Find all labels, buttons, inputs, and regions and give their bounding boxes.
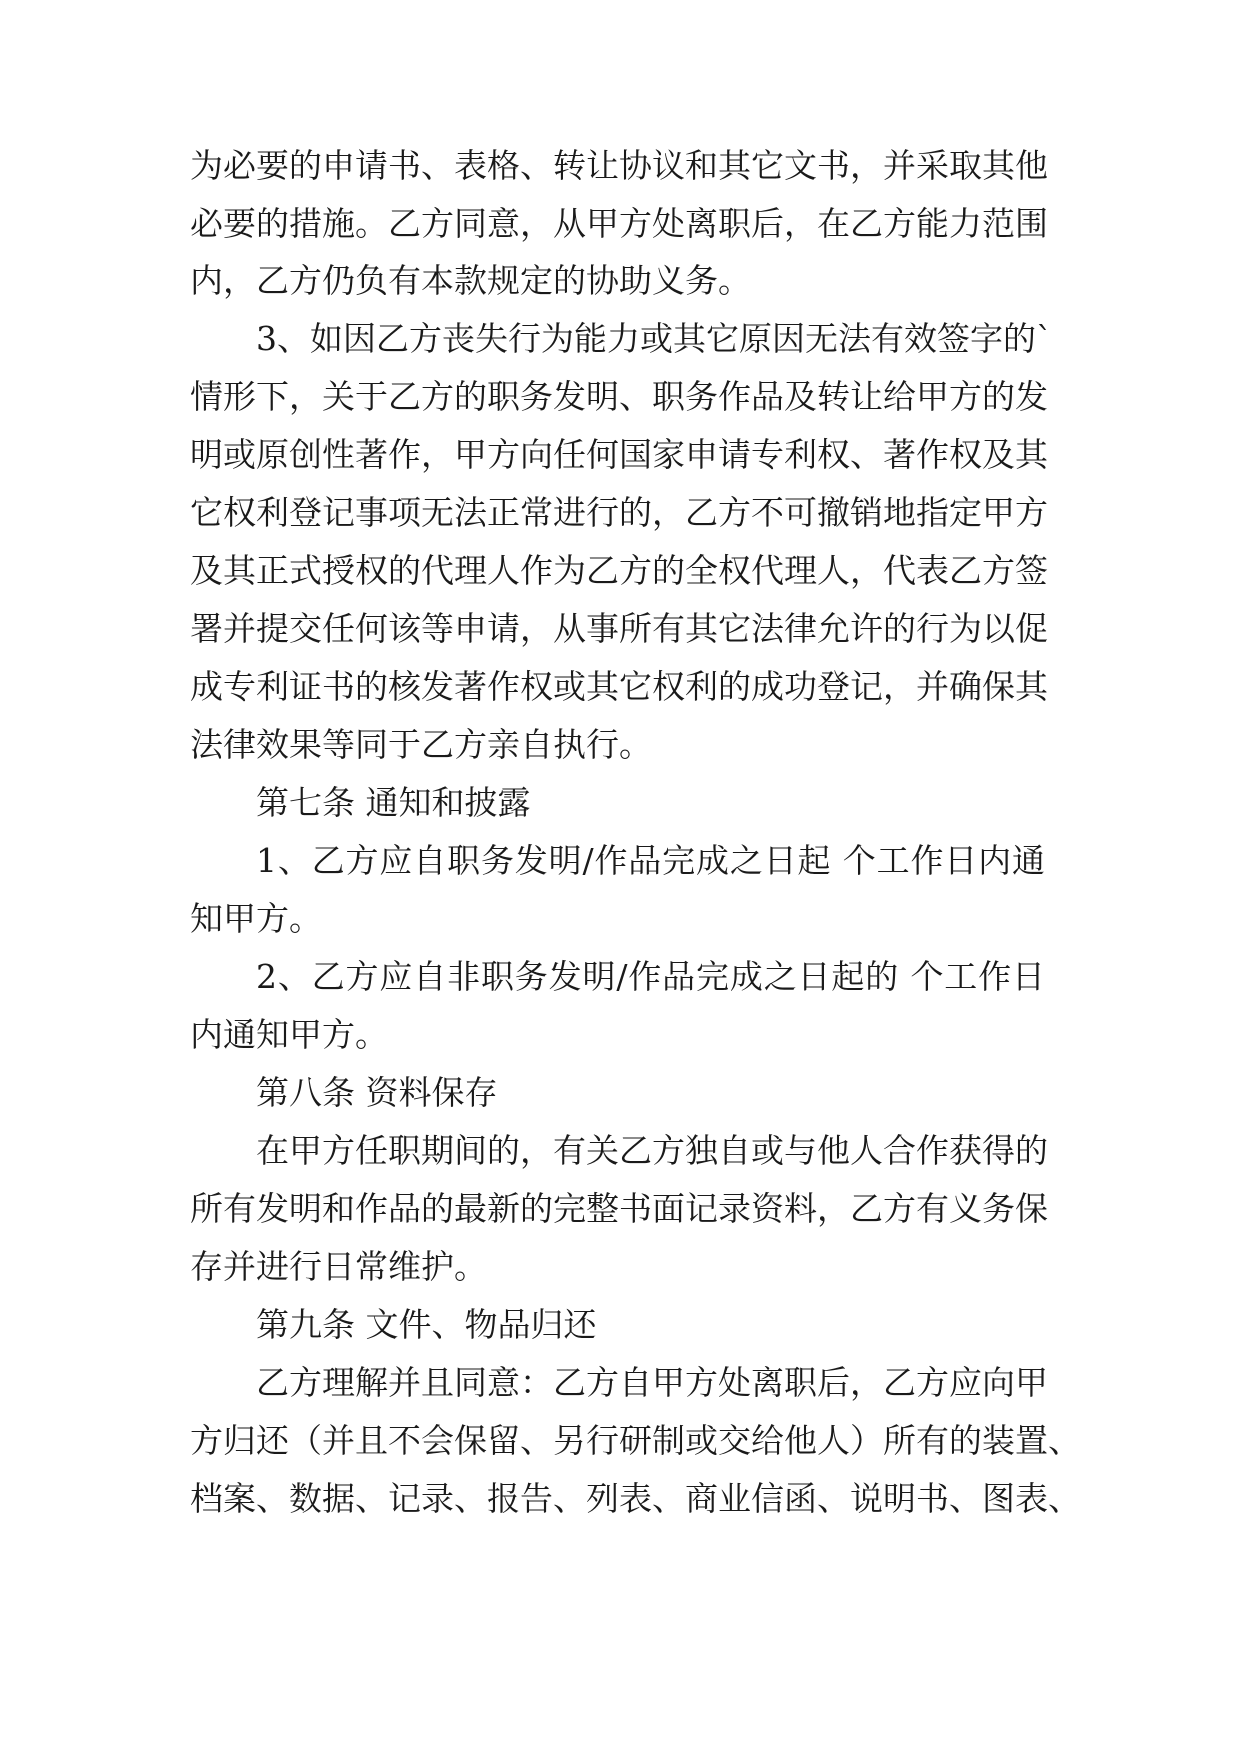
- body-line-1: 为必要的申请书、表格、转让协议和其它文书，并采取其他: [190, 146, 1048, 185]
- body-line-10: 成专利证书的核发著作权或其它权利的成功登记，并确保其: [190, 667, 1048, 706]
- article-8-line-3: 存并进行日常维护。: [190, 1247, 487, 1286]
- article-9-heading: 第九条 文件、物品归还: [256, 1305, 597, 1344]
- article-8-line-1: 在甲方任职期间的，有关乙方独自或与他人合作获得的: [256, 1131, 1048, 1170]
- body-line-8: 及其正式授权的代理人作为乙方的全权代理人，代表乙方签: [190, 551, 1048, 590]
- body-line-7: 它权利登记事项无法正常进行的，乙方不可撤销地指定甲方: [190, 493, 1048, 532]
- body-line-9: 署并提交任何该等申请，从事所有其它法律允许的行为以促: [190, 609, 1048, 648]
- article-8-line-2: 所有发明和作品的最新的完整书面记录资料，乙方有义务保: [190, 1189, 1048, 1228]
- body-line-5: 情形下，关于乙方的职务发明、职务作品及转让给甲方的发: [190, 377, 1048, 416]
- article-9-line-3: 档案、数据、记录、报告、列表、商业信函、说明书、图表、: [190, 1479, 1081, 1518]
- article-7-item-1-line-2: 知甲方。: [190, 899, 322, 938]
- article-9-line-2: 方归还（并且不会保留、另行研制或交给他人）所有的装置、: [190, 1421, 1081, 1460]
- article-7-item-2-line-2: 内通知甲方。: [190, 1015, 388, 1054]
- article-7-heading: 第七条 通知和披露: [256, 783, 531, 822]
- paragraph-3-line-1: 3、如因乙方丧失行为能力或其它原因无法有效签字的`: [256, 319, 1053, 358]
- article-9-line-1: 乙方理解并且同意：乙方自甲方处离职后，乙方应向甲: [256, 1363, 1048, 1402]
- body-line-3: 内，乙方仍负有本款规定的协助义务。: [190, 261, 751, 300]
- article-7-item-1-line-1: 1、乙方应自职务发明/作品完成之日起 个工作日内通: [256, 841, 1045, 880]
- body-line-2: 必要的措施。乙方同意，从甲方处离职后，在乙方能力范围: [190, 204, 1048, 243]
- body-line-11: 法律效果等同于乙方亲自执行。: [190, 725, 652, 764]
- article-7-item-2-line-1: 2、乙方应自非职务发明/作品完成之日起的 个工作日: [256, 957, 1045, 996]
- article-8-heading: 第八条 资料保存: [256, 1073, 498, 1112]
- body-line-6: 明或原创性著作，甲方向任何国家申请专利权、著作权及其: [190, 435, 1048, 474]
